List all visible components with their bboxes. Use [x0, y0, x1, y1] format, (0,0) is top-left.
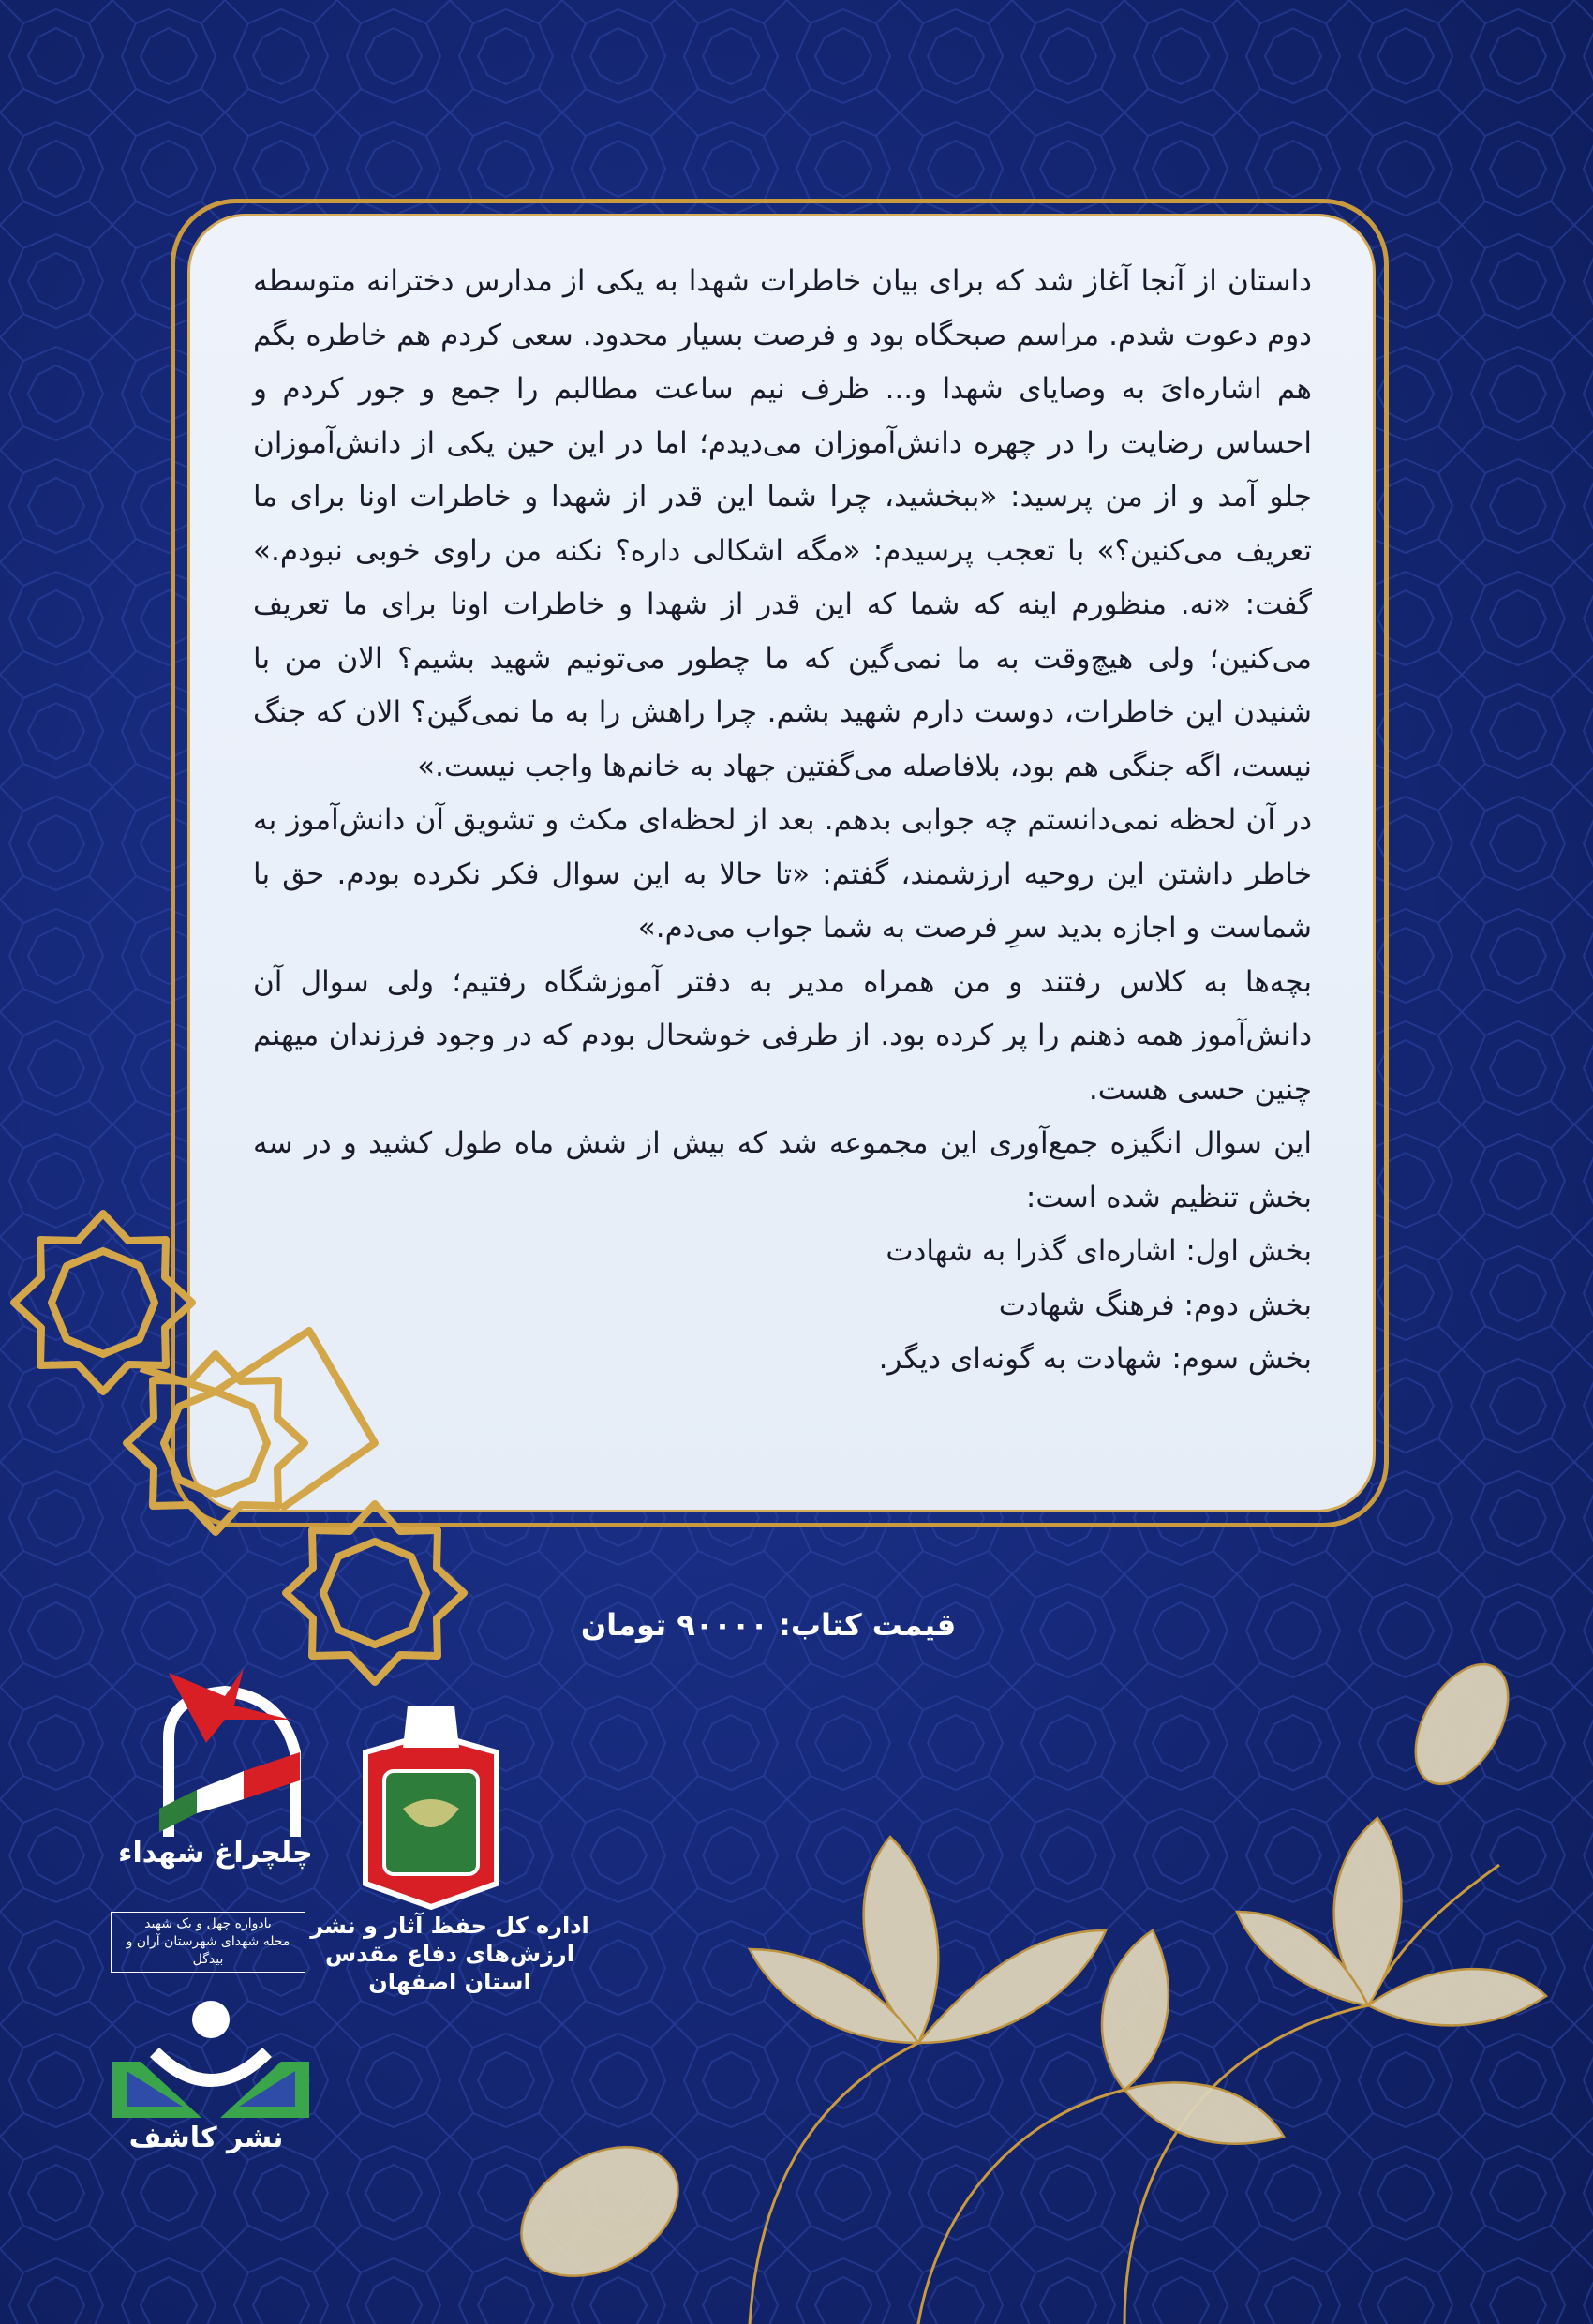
paragraph-intro: داستان از آنجا آغاز شد که برای بیان خاطرات شهدا به یکی از مدارس دخترانه متوسطه دوم دعوت شدم. مراسم صبحگاه بود و فرصت بسیار محدود. سعی کردم هم خاطره بگم هم اشاره‌ایَ به وصایای شهدا و... ظرف نیم ساعت مطالبم را جمع و جور کردم و احساس رضایت را در چهره دانش‌آموزان می‌دیدم؛ اما در این حین یکی از دانش‌آموزان جلو آمد و از من پرسید: «ببخشید، چرا شما این قدر از شهدا و خاطرات اونا برای ما تعریف می‌کنین؟» با تعجب پرسیدم: «مگه اشکالی داره؟ نکنه من راوی خوبی نبودم.» گفت: «نه. منظورم اینه که شما که این قدر از شهدا و خاطرات اونا برای ما تعریف می‌کنین؛ ولی هیچ‌وقت به ما نمی‌گین که ما چطور می‌تونیم شهید بشیم؟ الان من با شنیدن این خاطرات، دوست دارم شهید بشم. چرا راهش را به ما نمی‌گین؟ الان که جنگ نیست، اگه جنگی هم بود، بلافاصله می‌گفتین جهاد به خانم‌ها واجب نیست.»	[253, 264, 1312, 783]
book-reader-logo-icon	[103, 1996, 319, 2127]
cheragh-tagline	[111, 1912, 305, 1973]
paragraph-answer: در آن لحظه نمی‌دانستم چه جوابی بدهم. بعد از لحظه‌ای مکث و تشویق آن دانش‌آموز به خاطر داشتن این روحیه ارزشمند، گفتم: «تا حالا به این سوال فکر نکرده بودم. حق با شماست و اجازه بدید سرِ فرصت به شما جواب می‌دم.»	[253, 803, 1312, 945]
section-two: بخش دوم: فرهنگ شهادت	[998, 1288, 1312, 1322]
cheragh-title: چلچراغ شهداء	[118, 1837, 313, 1870]
section-one: بخش اول: اشاره‌ای گذرا به شهادت	[886, 1234, 1312, 1268]
cheragh-tag-line1: یادواره چهل و یک شهید	[144, 1916, 272, 1931]
kashef-publisher-name: نشر کاشف	[128, 2122, 284, 2154]
org-line1: اداره کل حفظ آثار و نشر	[310, 1913, 589, 1939]
cheragh-tag-line2: محله شهدای شهرستان آران و بیدگل	[126, 1934, 290, 1967]
dove-icon	[103, 1649, 319, 1846]
org-line2: ارزش‌های دفاع مقدس	[325, 1941, 574, 1967]
basij-emblem-icon	[347, 1696, 515, 1912]
org-line3: استان اصفهان	[368, 1969, 531, 1995]
book-price: قیمت کتاب: ۹۰۰۰۰ تومان	[580, 1607, 957, 1643]
paragraph-motivation: این سوال انگیزه جمع‌آوری این مجموعه شد که بیش از شش ماه طول کشید و در سه بخش تنظیم شده است:	[253, 1126, 1312, 1214]
section-three: بخش سوم: شهادت به گونه‌ای دیگر.	[878, 1342, 1312, 1376]
org-name	[309, 1912, 590, 1996]
paragraph-office: بچه‌ها به کلاس رفتند و من همراه مدیر به دفتر آموزشگاه رفتیم؛ ولی سوال آن دانش‌آموز همه ذهنم را پر کرده بود. از طرفی خوشحال بودم که در وجود فرزندان میهنم چنین حسی هست.	[253, 964, 1312, 1107]
geometric-star-ornament-icon	[0, 1199, 525, 1706]
